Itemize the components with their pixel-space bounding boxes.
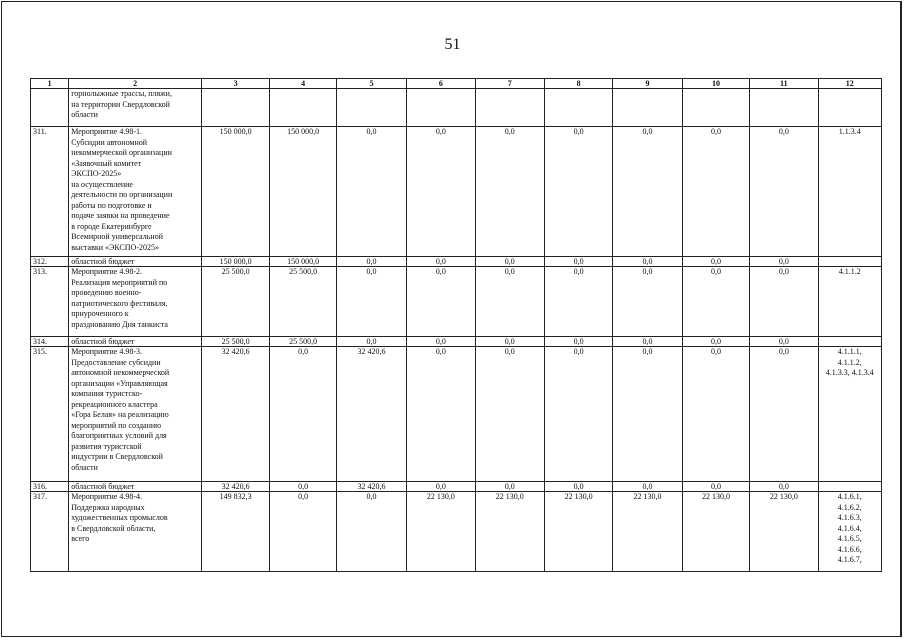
- value-cell: 0,0: [544, 267, 612, 337]
- col-header: 6: [407, 79, 475, 89]
- value-cell: 22 130,0: [544, 492, 612, 572]
- value-cell: 0,0: [750, 257, 818, 267]
- row-number: 315.: [31, 347, 69, 482]
- col-header: 3: [201, 79, 269, 89]
- target-code: 4.1.6.5,: [837, 534, 862, 543]
- col-header: 10: [682, 79, 749, 89]
- target-code: 4.1.1.1,: [837, 347, 862, 356]
- value-cell: 0,0: [750, 127, 818, 257]
- value-cell: 0,0: [544, 347, 612, 482]
- description-line: Мероприятие 4.98-3.: [71, 347, 143, 356]
- value-cell: 25 500,0: [201, 267, 269, 337]
- description-line: на территории Свердловской: [71, 99, 170, 109]
- description-line: горнолыжные трассы, пляжи,: [71, 89, 172, 98]
- table-row: [31, 347, 882, 482]
- target-code: 4.1.6.2,: [837, 502, 862, 512]
- row-number: 311.: [31, 127, 69, 257]
- value-cell: 0,0: [613, 127, 682, 257]
- page-number: 51: [444, 36, 461, 53]
- description-line: областной бюджет: [71, 337, 135, 346]
- description-line: ЭКСПО-2025»: [71, 169, 122, 178]
- target-code-cell: [818, 267, 881, 337]
- col-header: 5: [336, 79, 406, 89]
- value-cell: 0,0: [750, 347, 818, 482]
- target-code-cell: [818, 89, 881, 127]
- description-line: Субсидии автономной: [71, 137, 148, 147]
- row-number: 316.: [31, 482, 69, 492]
- description-line: Мероприятие 4.98-1.: [71, 127, 143, 136]
- description-line: Поддержка народных: [71, 502, 145, 512]
- description-line: Предоставление субсидии: [71, 357, 161, 367]
- col-header: 11: [750, 79, 818, 89]
- row-description: [69, 267, 202, 337]
- col-header: 9: [613, 79, 682, 89]
- table-row: [31, 482, 882, 492]
- row-description: [69, 127, 202, 257]
- value-cell: 0,0: [475, 482, 544, 492]
- value-cell: 0,0: [336, 267, 406, 337]
- value-cell: 0,0: [682, 127, 749, 257]
- target-code: 4.1.6.1,: [837, 492, 862, 501]
- target-code: 4.1.6.3,: [837, 513, 862, 522]
- budget-table: [30, 78, 882, 572]
- row-number: 317.: [31, 492, 69, 572]
- value-cell: 0,0: [475, 257, 544, 267]
- table-row: [31, 492, 882, 572]
- value-cell: 25 500,0: [270, 267, 336, 337]
- description-line: подаче заявки на проведение: [71, 211, 170, 220]
- value-cell: 0,0: [336, 492, 406, 572]
- description-line: областной бюджет: [71, 257, 135, 266]
- target-code-cell: [818, 257, 881, 267]
- description-line: рекреационного кластера: [71, 399, 158, 409]
- value-cell: [544, 89, 612, 127]
- value-cell: [613, 89, 682, 127]
- table-row: [31, 127, 882, 257]
- col-header: 2: [69, 79, 202, 89]
- target-code: 4.1.3.3, 4.1.3.4: [825, 368, 874, 377]
- value-cell: 22 130,0: [682, 492, 749, 572]
- value-cell: 22 130,0: [750, 492, 818, 572]
- row-number: [31, 89, 69, 127]
- value-cell: 32 420,6: [201, 347, 269, 482]
- description-line: всего: [71, 534, 90, 543]
- value-cell: 0,0: [544, 337, 612, 347]
- description-line: мероприятий по созданию: [71, 420, 162, 430]
- value-cell: [407, 89, 475, 127]
- value-cell: 0,0: [750, 267, 818, 337]
- table-row: [31, 89, 882, 127]
- description-line: «Заявочный комитет: [71, 158, 142, 168]
- row-description: [69, 482, 202, 492]
- description-line: в Свердловской области,: [71, 523, 156, 533]
- table-body: [31, 79, 882, 572]
- description-line: проведению военно-: [71, 288, 142, 297]
- target-code: 4.1.6.4,: [837, 523, 862, 533]
- description-line: деятельности по организации: [71, 190, 173, 199]
- description-line: выставки «ЭКСПО-2025»: [71, 242, 159, 252]
- value-cell: 0,0: [475, 347, 544, 482]
- value-cell: 0,0: [475, 267, 544, 337]
- description-line: Мероприятие 4.98-4.: [71, 492, 143, 501]
- value-cell: 32 420,6: [201, 482, 269, 492]
- value-cell: [336, 89, 406, 127]
- value-cell: 150 000,0: [201, 257, 269, 267]
- value-cell: 22 130,0: [613, 492, 682, 572]
- value-cell: [750, 89, 818, 127]
- value-cell: 150 000,0: [270, 257, 336, 267]
- value-cell: 0,0: [682, 482, 749, 492]
- value-cell: 32 420,6: [336, 347, 406, 482]
- value-cell: 0,0: [336, 337, 406, 347]
- description-line: области: [71, 462, 98, 472]
- table-row: [31, 257, 882, 267]
- description-line: компания туристско-: [71, 389, 143, 398]
- value-cell: 0,0: [613, 347, 682, 482]
- description-line: организации «Управляющая: [71, 378, 168, 388]
- description-line: Мероприятие 4.98-2.: [71, 267, 143, 276]
- value-cell: 149 832,3: [201, 492, 269, 572]
- row-number: 314.: [31, 337, 69, 347]
- value-cell: 0,0: [407, 257, 475, 267]
- value-cell: 0,0: [270, 347, 336, 482]
- description-line: развития туристской: [71, 441, 142, 451]
- value-cell: 0,0: [682, 337, 749, 347]
- description-line: области: [71, 110, 98, 119]
- value-cell: 0,0: [270, 482, 336, 492]
- value-cell: 0,0: [336, 127, 406, 257]
- value-cell: 0,0: [750, 337, 818, 347]
- col-header: 4: [270, 79, 336, 89]
- target-code: 4.1.1.2: [838, 267, 861, 276]
- col-header: 7: [475, 79, 544, 89]
- value-cell: 150 000,0: [270, 127, 336, 257]
- value-cell: 0,0: [613, 482, 682, 492]
- description-line: некоммерческой организации: [71, 148, 172, 157]
- description-line: индустрии в Свердловской: [71, 452, 163, 461]
- value-cell: 0,0: [475, 127, 544, 257]
- value-cell: 25 500,0: [270, 337, 336, 347]
- value-cell: 0,0: [544, 127, 612, 257]
- value-cell: 0,0: [407, 127, 475, 257]
- header-row: [31, 79, 882, 89]
- value-cell: 0,0: [336, 257, 406, 267]
- target-code-cell: [818, 347, 881, 482]
- description-line: в городе Екатеринбурге: [71, 221, 152, 231]
- value-cell: 0,0: [613, 267, 682, 337]
- value-cell: 0,0: [544, 257, 612, 267]
- description-line: Реализация мероприятий по: [71, 277, 168, 287]
- row-description: [69, 89, 202, 127]
- value-cell: 0,0: [270, 492, 336, 572]
- value-cell: 0,0: [613, 337, 682, 347]
- table-row: [31, 337, 882, 347]
- value-cell: 22 130,0: [407, 492, 475, 572]
- description-line: патриотического фестиваля,: [71, 298, 168, 308]
- target-code: 4.1.6.7,: [837, 555, 862, 564]
- description-line: Всемирной универсальной: [71, 232, 163, 241]
- target-code-cell: [818, 492, 881, 572]
- description-line: художественных промыслов: [71, 513, 168, 522]
- target-code-cell: [818, 127, 881, 257]
- row-description: [69, 257, 202, 267]
- description-line: областной бюджет: [71, 482, 135, 491]
- value-cell: [201, 89, 269, 127]
- value-cell: 25 500,0: [201, 337, 269, 347]
- description-line: «Гора Белая» на реализацию: [71, 410, 169, 419]
- value-cell: 0,0: [682, 257, 749, 267]
- value-cell: 150 000,0: [201, 127, 269, 257]
- row-description: [69, 492, 202, 572]
- target-code: 4.1.1.2,: [837, 357, 862, 367]
- description-line: на осуществление: [71, 179, 133, 189]
- row-number: 313.: [31, 267, 69, 337]
- row-number: 312.: [31, 257, 69, 267]
- col-header: 12: [818, 79, 881, 89]
- description-line: автономной некоммерческой: [71, 368, 170, 377]
- col-header: 8: [544, 79, 612, 89]
- value-cell: [475, 89, 544, 127]
- col-header: 1: [31, 79, 69, 89]
- value-cell: 0,0: [407, 482, 475, 492]
- value-cell: 0,0: [544, 482, 612, 492]
- value-cell: 0,0: [682, 267, 749, 337]
- value-cell: 0,0: [407, 337, 475, 347]
- target-code-cell: [818, 337, 881, 347]
- value-cell: 0,0: [682, 347, 749, 482]
- value-cell: 0,0: [407, 347, 475, 482]
- description-line: благоприятных условий для: [71, 431, 167, 440]
- target-code: 1.1.3.4: [838, 127, 861, 136]
- value-cell: 0,0: [613, 257, 682, 267]
- target-code-cell: [818, 482, 881, 492]
- description-line: празднованию Дня танкиста: [71, 319, 168, 329]
- value-cell: [682, 89, 749, 127]
- table-row: [31, 267, 882, 337]
- description-line: работы по подготовке и: [71, 200, 152, 210]
- value-cell: 32 420,6: [336, 482, 406, 492]
- value-cell: 0,0: [475, 337, 544, 347]
- value-cell: 0,0: [407, 267, 475, 337]
- row-description: [69, 347, 202, 482]
- description-line: приуроченного к: [71, 309, 129, 318]
- target-code: 4.1.6.6,: [837, 544, 862, 554]
- value-cell: 0,0: [750, 482, 818, 492]
- row-description: [69, 337, 202, 347]
- value-cell: [270, 89, 336, 127]
- value-cell: 22 130,0: [475, 492, 544, 572]
